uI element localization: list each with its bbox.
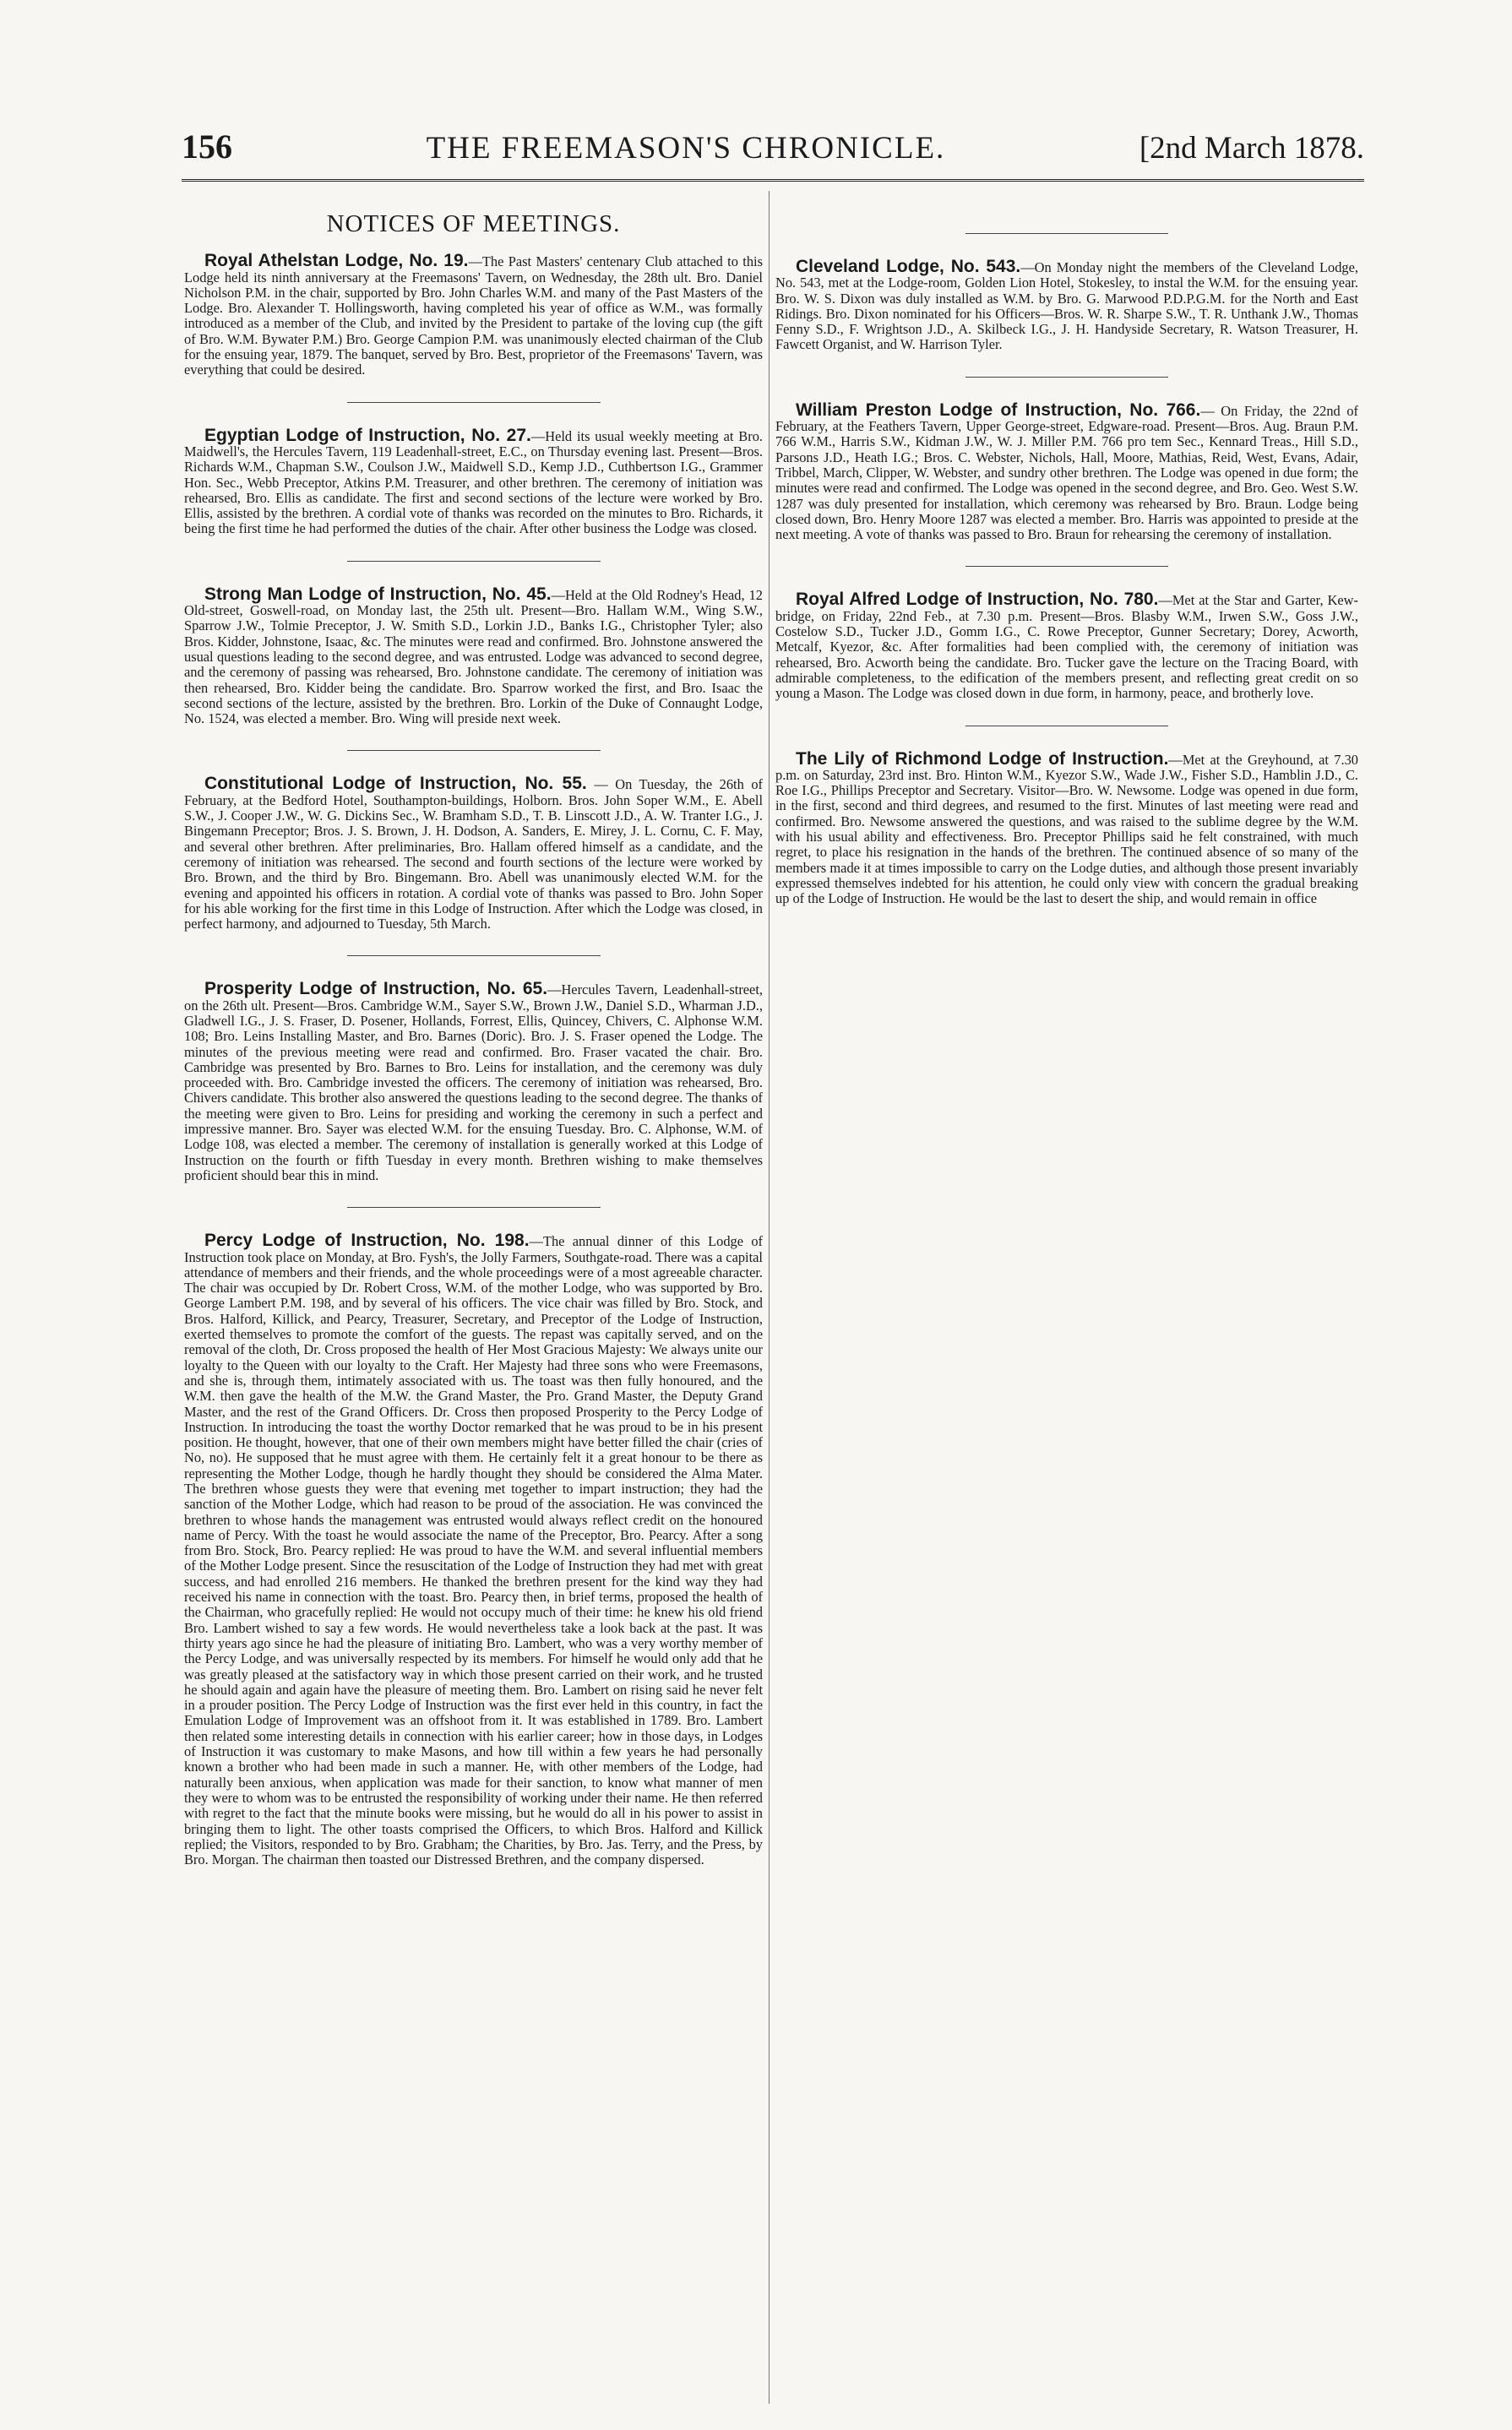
article-percy bbox=[184, 1233, 763, 1867]
article-heading: Royal Alfred Lodge of Instruction, No. 780. bbox=[796, 590, 1159, 610]
article-royal-alfred bbox=[775, 592, 1358, 701]
article-heading: Royal Athelstan Lodge, No. 19. bbox=[204, 251, 469, 271]
article-heading: William Preston Lodge of Instruction, No. 766. bbox=[796, 400, 1201, 420]
right-column bbox=[775, 191, 1358, 2404]
article-body: — On Tuesday, the 26th of February, at the Bedford Hotel, Southampton-buildings, Holborn. Bros. John Soper W.M., E. Abell S.W., J. Cooper J.W., W. G. Dickins Sec., W. Bramham S.D., T. B. Linscott J.D., A. W. Tranter I.G., J. Bingemann Preceptor; Bros. J. S. Brown, J. H. Dodson, A. Sanders, E. Mirey, J. L. Cornu, C. F. May, and several other brethren. After preliminaries, Bro. Hallam offered himself as a candidate, and the ceremony of initiation was rehearsed. The second and fourth sections of the lecture were worked by Bro. Brown, and the third by Bro. Bingemann. Bro. Abell was unanimously elected W.M. for the evening and appointed his officers in rotation. A cordial vote of thanks was passed to Bro. John Soper for his able working for the first time in this Lodge of Instruction. After which the Lodge was closed, in perfect harmony, and adjourned to Tuesday, 5th March. bbox=[184, 776, 763, 932]
article-body: —The Past Masters' centenary Club attached to this Lodge held its ninth anniversary at the Freemasons' Tavern, on Wednesday, the 28th ult. Bro. Daniel Nicholson P.M. in the chair, supported by Bro. John Charles W.M. and many of the Past Masters of the Lodge. Bro. Alexander T. Hollingsworth, having completed his year of office as W.M., was formally introduced as a member of the Club, and invited by the President to partake of the loving cup (the gift of Bro. W.M. Bywater P.M.) Bro. George Campion P.M. was unanimously elected chairman of the Club for the ensuing year, 1879. The banquet, served by Bro. Best, proprietor of the Freemasons' Tavern, was everything that could be desired. bbox=[184, 253, 763, 378]
article-royal-athelstan bbox=[184, 253, 763, 378]
column-divider bbox=[769, 191, 770, 2404]
article-separator bbox=[965, 233, 1168, 234]
article-william-preston bbox=[775, 400, 1358, 543]
article-heading: Strong Man Lodge of Instruction, No. 45. bbox=[204, 584, 552, 604]
article-body: —Met at the Star and Garter, Kew-bridge, on Friday, 22nd Feb., at 7.30 p.m. Present—Bros. Blasby W.M., Irwen S.W., Goss J.W., Costelow S.D., Tucker J.D., Gomm I.G., C. Rowe Preceptor, Gunner Secretary; Dorey, Acworth, Metcalf, Kyezor, &c. After formalities had been complied with, the ceremony of initiation was rehearsed, Bro. Acworth being the candidate. Bro. Tucker gave the lecture on the Tracing Board, with admirable completeness, to the edification of the members present, and reflecting great credit on so young a Mason. The Lodge was closed down in due form, in harmony, peace, and brotherly love. bbox=[775, 592, 1358, 702]
article-separator bbox=[347, 955, 601, 956]
article-body: —The annual dinner of this Lodge of Instruction took place on Monday, at Bro. Fysh's, the Jolly Farmers, Southgate-road. There was a capital attendance of members and their friends, and the whole proceedings were of a most agreeable character. The chair was occupied by Dr. Robert Cross, W.M. of the mother Lodge, who was supported by Bro. George Lambert P.M. 198, and by several of his officers. The vice chair was filled by Bro. Stock, and Bros. Halford, Killick, and Pearcy, Treasurer, Secretary, and Preceptor of the Lodge of Instruction, exerted themselves to promote the comfort of the guests. The repast was capitally served, and on the removal of the cloth, Dr. Cross proposed the health of Her Most Gracious Majesty: We always unite our loyalty to the Queen with our loyalty to the Craft. Her Majesty had three sons who were Freemasons, and she is, through them, intimately associated with us. The toast was then fully honoured, and the W.M. then gave the health of the M.W. the Grand Master, the Pro. Grand Master, the Deputy Grand Master, and the rest of the Grand Officers. Dr. Cross then proposed Prosperity to the Percy Lodge of Instruction. In introducing the toast the worthy Doctor remarked that he was proud to be in his present position. He thought, however, that one of their own members might have better filled the chair (cries of No, no). He supposed that he must agree with them. He certainly felt it a great honour to be there as representing the Mother Lodge, though he hardly thought they should be considered the Alma Mater. The brethren whose guests they were that evening met together to impart instruction; they had the sanction of the Mother Lodge, which had reason to be proud of the association. He was convinced the brethren to whose hands the management was entrusted would always reflect credit on the honoured name of Percy. With the toast he would associate the name of the Preceptor, Bro. Pearcy. After a song from Bro. Stock, Bro. Pearcy replied: He was proud to have the W.M. and several influential members of the Mother Lodge present. Since the resuscitation of the Lodge of Instruction they had met with great success, and had enrolled 216 members. He thanked the brethren present for the kind way they had received his name in connection with the toast. Bro. Pearcy then, in brief terms, proposed the health of the Chairman, who gracefully replied: He would not occupy much of their time: he knew his old friend Bro. Lambert wished to say a few words. He would nevertheless take a look back at the past. It was thirty years ago since he had the pleasure of initiating Bro. Lambert, who was a very worthy member of the Percy Lodge, and was universally respected by its members. For himself he would only add that he was greatly pleased at the satisfactory way in which those present carried on their work, and he trusted he should again and again have the pleasure of meeting them. Bro. Lambert on rising said he never felt in a prouder position. The Percy Lodge of Instruction was the first ever held in this country, in fact the Emulation Lodge of Improvement was an offshoot from it. It was established in 1789. Bro. Lambert then related some interesting details in connection with his earlier career; how in those days, in Lodges of Instruction it was customary to make Masons, and how till within a few years he had personally known a brother who had been made in such a manner. He, with other members of the Lodge, had naturally been anxious, when application was made for their sanction, to know what manner of men they were to whom was to be entrusted the responsibility of working under their name. He then referred with regret to the fact that the minute books were missing, but he would do all in his power to assist in bringing them to light. The other toasts comprised the Officers, to which Bros. Halford and Killick replied; the Visitors, responded to by Bro. Grabham; the Charities, by Bro. Jas. Terry, and the Press, by Bro. Morgan. The chairman then toasted our Distressed Brethren, and the company dispersed. bbox=[184, 1233, 763, 1868]
article-cleveland bbox=[775, 259, 1358, 353]
article-heading: Cleveland Lodge, No. 543. bbox=[796, 257, 1021, 276]
article-body: — On Friday, the 22nd of February, at the Feathers Tavern, Upper George-street, Edgware-road. Present—Bros. Aug. Braun P.M. 766 W.M., Harris S.W., Kidman J.W., W. J. Miller P.M. 766 pro tem Sec., Kennard Treas., Hill S.D., Parsons J.D., Heath I.G.; Bros. C. Webster, Nichols, Hall, Moore, Mathias, Reid, West, Evans, Adair, Tribbel, March, Clipper, W. Webster, and sundry other brethren. The Lodge was opened in due form; the minutes were read and confirmed. The Lodge was opened in the second degree, and Bro. Geo. West S.W. 1287 was duly presented for installation, which ceremony was rehearsed by Bro. Braun. Lodge being closed down, Bro. Henry Moore 1287 was elected a member. Bro. Harris was appointed to preside at the next meeting. A vote of thanks was passed to Bro. Braun for rehearsing the ceremony of installation. bbox=[775, 402, 1358, 543]
article-body: —Held at the Old Rodney's Head, 12 Old-street, Goswell-road, on Monday last, the 25th ult. Present—Bro. Hallam W.M., Wing S.W., Sparrow J.W., Tolmie Preceptor, J. W. Smith S.D., Lorkin J.D., Banks I.G., Christopher Tyler; also Bros. Kidder, Johnstone, Isaac, &c. The minutes were read and confirmed. Bro. Johnstone answered the usual questions leading to the second degree, and was entrusted. Lodge was advanced to second degree, and the ceremony of passing was rehearsed, Bro. Johnstone candidate. The ceremony of initiation was then rehearsed, Bro. Kidder being the candidate. Bro. Sparrow worked the first, and Bro. Isaac the second sections of the lecture, assisted by the brethren. Bro. Lorkin of the Duke of Connaught Lodge, No. 1524, was elected a member. Bro. Wing will preside next week. bbox=[184, 586, 763, 727]
section-title: NOTICES OF MEETINGS. bbox=[326, 210, 621, 237]
article-separator bbox=[347, 750, 601, 751]
article-heading: Egyptian Lodge of Instruction, No. 27. bbox=[204, 425, 531, 445]
article-body: —Held its usual weekly meeting at Bro. Maidwell's, the Hercules Tavern, 119 Leadenhall-street, E.C., on Thursday evening last. Present—Bros. Richards W.M., Chapman S.W., Coulson J.W., Maidwell S.D., Kemp J.D., Cuthbertson I.G., Grammer Hon. Sec., Webb Preceptor, Atkins P.M. Treasurer, and other brethren. The ceremony of initiation was rehearsed, Bro. Ellis as candidate. The first and second sections of the lecture were worked by Bro. Ellis, assisted by the brethren. A cordial vote of thanks was recorded on the minutes to Bro. Richards, it being the first time he had performed the duties of the chair. After other business the Lodge was closed. bbox=[184, 427, 763, 537]
article-strong-man bbox=[184, 584, 763, 727]
issue-date: [2nd March 1878. bbox=[1139, 131, 1364, 166]
header-rule bbox=[182, 179, 1364, 182]
article-lily-of-richmond bbox=[775, 748, 1358, 907]
article-separator bbox=[347, 402, 601, 403]
article-separator bbox=[965, 566, 1168, 567]
article-constitutional bbox=[184, 776, 763, 932]
article-prosperity bbox=[184, 981, 763, 1183]
article-heading: Percy Lodge of Instruction, No. 198. bbox=[204, 1231, 530, 1251]
left-column bbox=[184, 191, 763, 2404]
article-body: —Met at the Greyhound, at 7.30 p.m. on Saturday, 23rd inst. Bro. Hinton W.M., Kyezor S.W., Wade J.W., Fisher S.D., Hamblin J.D., C. Roe I.G., Phillips Preceptor and Secretary. Visitor—Bro. W. Newsome. Lodge was opened in due form, in the first, second and third degrees, and resumed to the first. Minutes of last meeting were read and confirmed. Bro. Newsome answered the questions, and was raised to the sublime degree by the W.M. with his usual ability and effectiveness. Bro. Preceptor Phillips said he felt constrained, with much regret, to place his resignation in the hands of the brethren. The continued absence of so many of the members made it at times impossible to carry on the Lodge duties, and although those present invariably expressed themselves indebted for his attention, he could only view with concern the gradual breaking up of the Lodge of Instruction. He would be the last to desert the ship, and would remain in office bbox=[775, 751, 1358, 907]
publication-title: THE FREEMASON'S CHRONICLE. bbox=[426, 131, 946, 166]
article-heading: Constitutional Lodge of Instruction, No. 55. bbox=[204, 774, 587, 794]
page-header bbox=[182, 127, 1364, 179]
article-egyptian bbox=[184, 425, 763, 537]
article-separator bbox=[347, 1207, 601, 1208]
article-separator bbox=[347, 561, 601, 562]
article-heading: The Lily of Richmond Lodge of Instruction. bbox=[796, 748, 1169, 769]
article-body: —Hercules Tavern, Leadenhall-street, on the 26th ult. Present—Bros. Cambridge W.M., Sayer S.W., Brown J.W., Daniel S.D., Wharman J.D., Gladwell I.G., J. S. Fraser, D. Posener, Hollands, Forrest, Ellis, Quincey, Chivers, C. Alphonse W.M. 108; Bro. Leins Installing Master, and Bro. Barnes (Doric). Bro. J. S. Fraser opened the Lodge. The minutes of the previous meeting were read and confirmed. Bro. Fraser vacated the chair. Bro. Cambridge was presented by Bro. Barnes to Bro. Leins for installation, and the ceremony was duly proceeded with. Bro. Cambridge invested the officers. The ceremony of initiation was rehearsed, Bro. Chivers candidate. This brother also answered the questions leading to the second degree. The thanks of the meeting were given to Bro. Leins for presiding and working the ceremony in such a perfect and impressive manner. Bro. Sayer was elected W.M. for the ensuing Tuesday. Bro. C. Alphonse, W.M. of Lodge 108, was elected a member. The ceremony of installation is generally worked at this Lodge of Instruction on the fourth or fifth Tuesday in every month. Brethren wishing to make themselves proficient should bear this in mind. bbox=[184, 981, 763, 1183]
page-number: 156 bbox=[182, 128, 232, 166]
article-heading: Prosperity Lodge of Instruction, No. 65. bbox=[204, 979, 548, 999]
continuation-gap bbox=[775, 191, 1358, 209]
article-body: —On Monday night the members of the Cleveland Lodge, No. 543, met at the Lodge-room, Golden Lion Hotel, Stokesley, to instal the W.M. for the ensuing year. Bro. W. S. Dixon was duly installed as W.M. by Bro. G. Marwood P.D.P.G.M. for the North and East Ridings. Bro. Dixon nominated for his Officers—Bros. W. R. Sharpe S.W., T. R. Unthank J.W., Thomas Fenny S.D., F. Wrightson J.D., A. Skilbeck I.G., J. H. Handyside Secretary, R. Watson Treasurer, H. Fawcett Organist, and W. Harrison Tyler. bbox=[775, 259, 1358, 353]
article-separator bbox=[965, 377, 1168, 378]
